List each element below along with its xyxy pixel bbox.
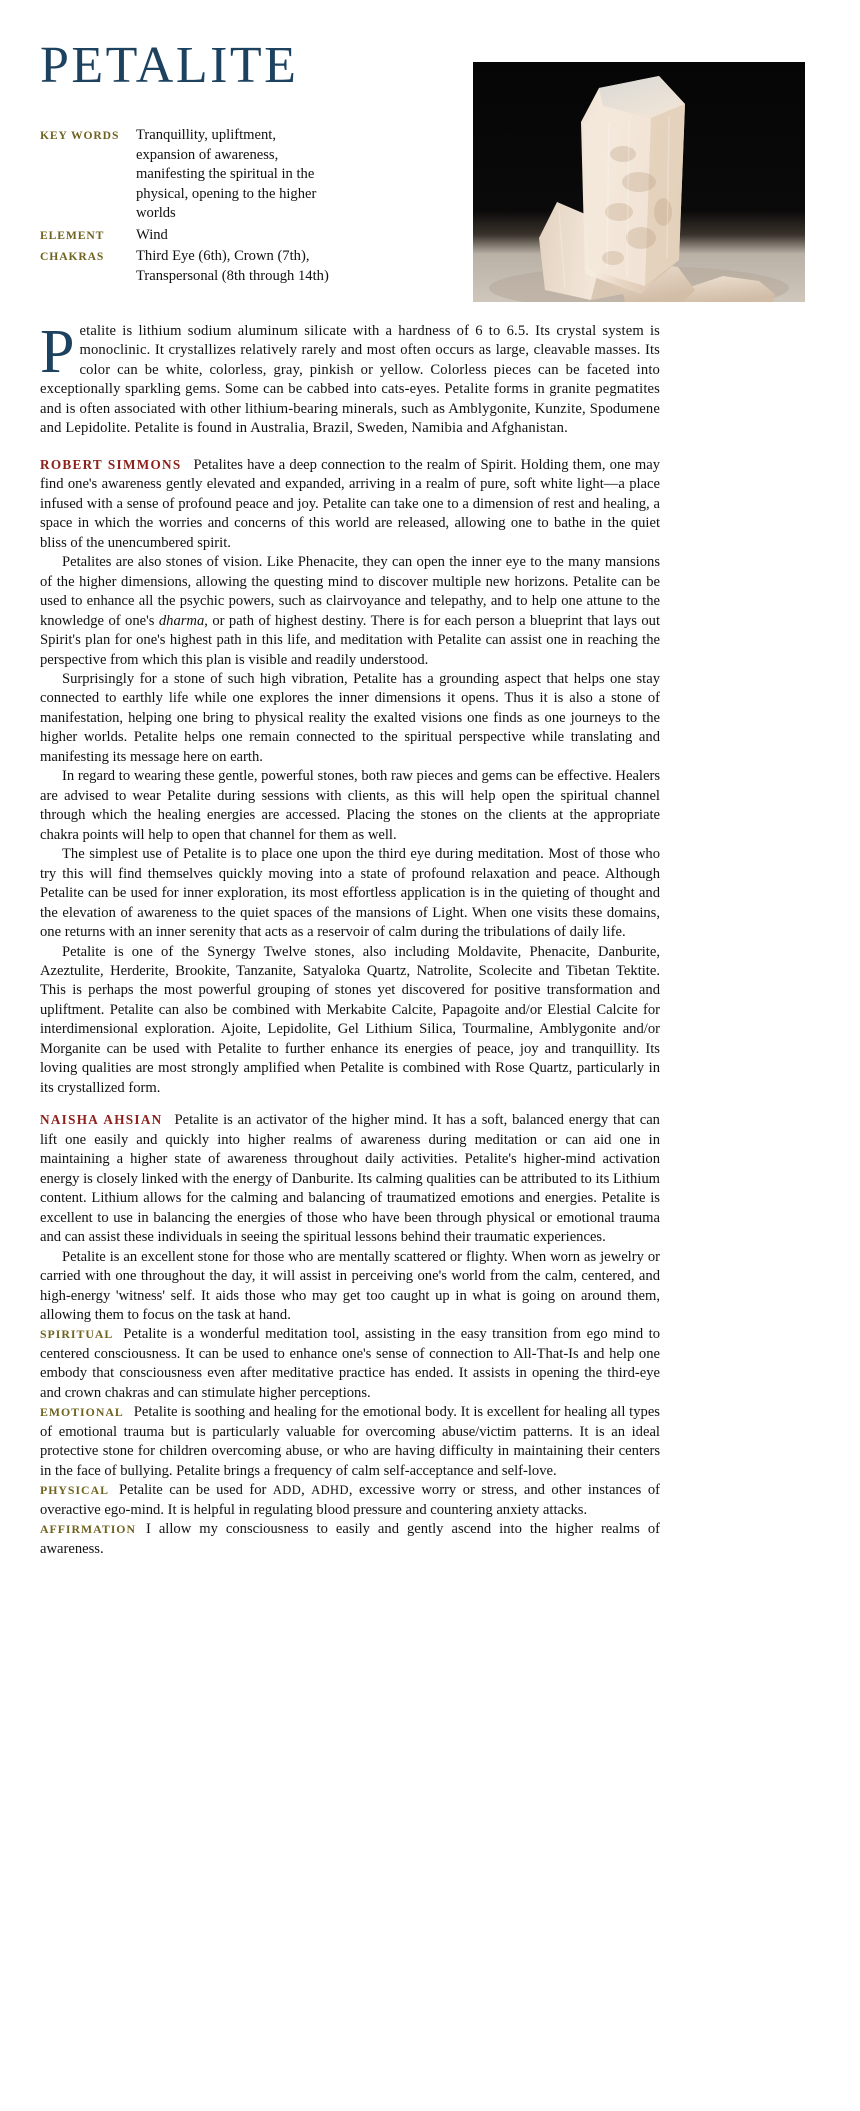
aspect-text-affirmation: I allow my consciousness to easily and gently ascend into the higher realms of awareness.: [40, 1521, 660, 1557]
simmons-text-6: Petalite is one of the Synergy Twelve stones, also including Moldavite, Phenacite, Danburite, Azeztulite, Herderite, Brookite, Tanzanite, Satyaloka Quartz, Natrolite, Scolecite and Tibetan Tektite. This is perhaps the most powerful grouping of stones yet discovered for positive transformation and upliftment. Petalite can also be combined with Merkabite Calcite, Papagoite and/or Elestial Calcite for interdimensional exploration. Ajoite, Lepidolite, Gel Lithium Silica, Tourmaline, Amblygonite and/or Morganite can be used with Petalite to further enhance its energies of peace, joy and tranquillity. Its loving qualities are most strongly amplified when Petalite is combined with Rose Quartz, particularly in its crystallized form.: [40, 943, 660, 1096]
aspect-affirmation: [40, 1520, 660, 1559]
meta-label-element: ELEMENT: [40, 228, 105, 242]
page-title: PETALITE: [40, 37, 299, 94]
ahsian-paragraph-1: [40, 1111, 660, 1247]
simmons-paragraph-5: [40, 845, 660, 942]
simmons-text-5: The simplest use of Petalite is to place one upon the third eye during meditation. Most of those who try this will find themselves quickly moving into a state of profound relaxation and peace. Although Petalite can be used for inner exploration, its most effortless application is in the quieting of thought and the elevation of awareness to the quiet spaces of the mansions of Light. When one visits these domains, one returns with an inner serenity that acts as a reservoir of calm during the tribulations of daily life.: [40, 846, 660, 941]
intro-text: etalite is lithium sodium aluminum silicate with a hardness of 6 to 6.5. Its crystal system is monoclinic. It crystallizes relatively rarely and most often occurs as large, cleavable masses. Its color can be white, colorless, gray, pinkish or yellow. Colorless pieces can be faceted into exceptionally sparkling gems. Some can be cabbed into cats-eyes. Petalite forms in granite pegmatites and is often associated with other lithium-bearing minerals, such as Amblygonite, Kunzite, Spodumene and Lepidolite. Petalite is found in Australia, Brazil, Sweden, Namibia and Afghanistan.: [40, 323, 660, 437]
article-body: [40, 318, 661, 1559]
meta-row-key-words: [40, 126, 350, 224]
simmons-paragraph-1: [40, 456, 660, 553]
meta-row-chakras: [40, 247, 350, 286]
key-properties-list: [40, 126, 350, 286]
simmons-paragraph-4: [40, 767, 660, 845]
aspect-text-physical-before: Petalite can be used for: [118, 1482, 273, 1499]
simmons-paragraph-2: [40, 553, 660, 670]
aspect-label-physical: PHYSICAL: [40, 1483, 109, 1498]
aspect-text-emotional: Petalite is soothing and healing for the emotional body. It is excellent for healing all types of emotional trauma but is particularly valuable for overcoming abuse/victim patterns. It is an ideal protective stone for children overcoming abuse, or who are having difficulty in maintaining their centers in the face of bullying. Petalite brings a frequency of calm self-acceptance and self-love.: [40, 1404, 660, 1479]
meta-row-element: [40, 226, 350, 246]
aspect-text-physical-mid: ,: [301, 1482, 312, 1499]
aspect-emotional: [40, 1403, 660, 1481]
simmons-paragraph-6: [40, 943, 660, 1099]
aspect-label-affirmation: AFFIRMATION: [40, 1522, 136, 1537]
aspect-spiritual: [40, 1325, 660, 1403]
aspect-text-physical-after: , excessive worry or stress, and other instances of overactive ego-mind. It is helpful in regulating blood pressure and countering anxiety attacks.: [40, 1482, 660, 1518]
aspect-text-spiritual: Petalite is a wonderful meditation tool, assisting in the easy transition from ego mind to centered consciousness. It can be used to enhance one's sense of connection to All-That-Is and help one embody that consciousness even after meditative practice has ended. It assists in opening the third-eye and crown chakras and can stimulate higher perceptions.: [40, 1326, 660, 1401]
ahsian-text-2: Petalite is an excellent stone for those who are mentally scattered or flighty. When worn as jewelry or carried with one throughout the day, it will assist in perceiving one's world from the calm, centered, and high-energy 'witness' self. It aids those who may get too caught up in what is going on around them, allowing them to focus on the task at hand.: [40, 1248, 660, 1323]
spacer: [40, 1098, 660, 1111]
simmons-text-4: In regard to wearing these gentle, powerful stones, both raw pieces and gems can be effective. Healers are advised to wear Petalite during sessions with clients, as this will help open the spiritual channel through which the healing energies are accessed. Placing the stones on the clients at the appropriate chakra points will help to open that channel for them as well.: [40, 768, 660, 843]
ahsian-paragraph-2: [40, 1248, 660, 1326]
aspect-label-emotional: EMOTIONAL: [40, 1405, 124, 1420]
author-heading-simmons: ROBERT SIMMONS: [40, 456, 182, 472]
intro-paragraph: [40, 318, 660, 439]
meta-value-key-words: Tranquillity, upliftment, expansion of awareness, manifesting the spiritual in the physical, opening to the higher worlds: [136, 127, 317, 222]
abbr-adhd: ADHD: [311, 1483, 349, 1498]
meta-label-key-words: KEY WORDS: [40, 129, 120, 142]
simmons-text-3: Surprisingly for a stone of such high vibration, Petalite has a grounding aspect that helps one stay connected to earthly life while one explores the inner dimensions it opens. Thus it is also a stone of manifestation, helping one bring to physical reality the exalted visions one finds as one journeys to the higher worlds. Petalite helps one remain connected to the spiritual perspective while translating and manifesting its message here on earth.: [40, 670, 660, 765]
crystal-photo-graphic: [473, 62, 805, 302]
ahsian-text-1: Petalite is an activator of the higher mind. It has a soft, balanced energy that can lift one easily and quickly into higher realms of awareness during meditation or can aid one in maintaining a higher state of awareness throughout daily activities. Petalite's higher-mind activation energy is closely linked with the energy of Danburite. Its calming qualities can be attributed to its Lithium content. Lithium allows for the calming and balancing of traumatized emotions and energies. Petalite is excellent to use in balancing the energies of those who have been through physical or emotional trauma and can assist these individuals in seeing the spiritual lessons behind their traumatic experiences.: [40, 1112, 660, 1246]
meta-value-element: Wind: [136, 226, 168, 243]
aspect-physical: [40, 1481, 660, 1520]
italic-term-dharma: dharma: [158, 612, 205, 629]
abbr-add: ADD: [272, 1483, 302, 1498]
simmons-paragraph-3: [40, 670, 660, 767]
simmons-text-1: Petalites have a deep connection to the realm of Spirit. Holding them, one may find one's awareness gently elevated and expanded, arriving in a realm of pure, soft white light—a place infused with a sense of profound peace and joy. Petalite can take one to a dimension of rest and healing, a space in which the worries and concerns of this world are released, allowing one to bathe in the quiet bliss of the unencumbered spirit.: [40, 456, 660, 551]
simmons-text-2: Petalites are also stones of vision. Like Phenacite, they can open the inner eye to the many mansions of the higher dimensions, allowing the questing mind to discover multiple new horizons. Petalite can be used to enhance all the psychic powers, such as clairvoyance and telepathy, and to help one attune to the knowledge of one's dharma, or path of highest destiny. There is for each person a blueprint that lays out Spirit's plan for one's highest path in this life, and meditation with Petalite can assist one in reaching the perspective from which this plan is visible and readily understood.: [40, 554, 661, 668]
spacer: [40, 439, 660, 456]
meta-label-chakras: CHAKRAS: [40, 250, 105, 264]
page-header: [30, 37, 808, 308]
meta-value-chakras: Third Eye (6th), Crown (7th), Transpersonal (8th through 14th): [136, 248, 329, 284]
petalite-specimen-photo: [473, 62, 805, 302]
drop-cap-letter: P: [40, 318, 75, 386]
author-heading-ahsian: NAISHA AHSIAN: [40, 1112, 163, 1128]
aspect-label-spiritual: SPIRITUAL: [40, 1327, 114, 1342]
